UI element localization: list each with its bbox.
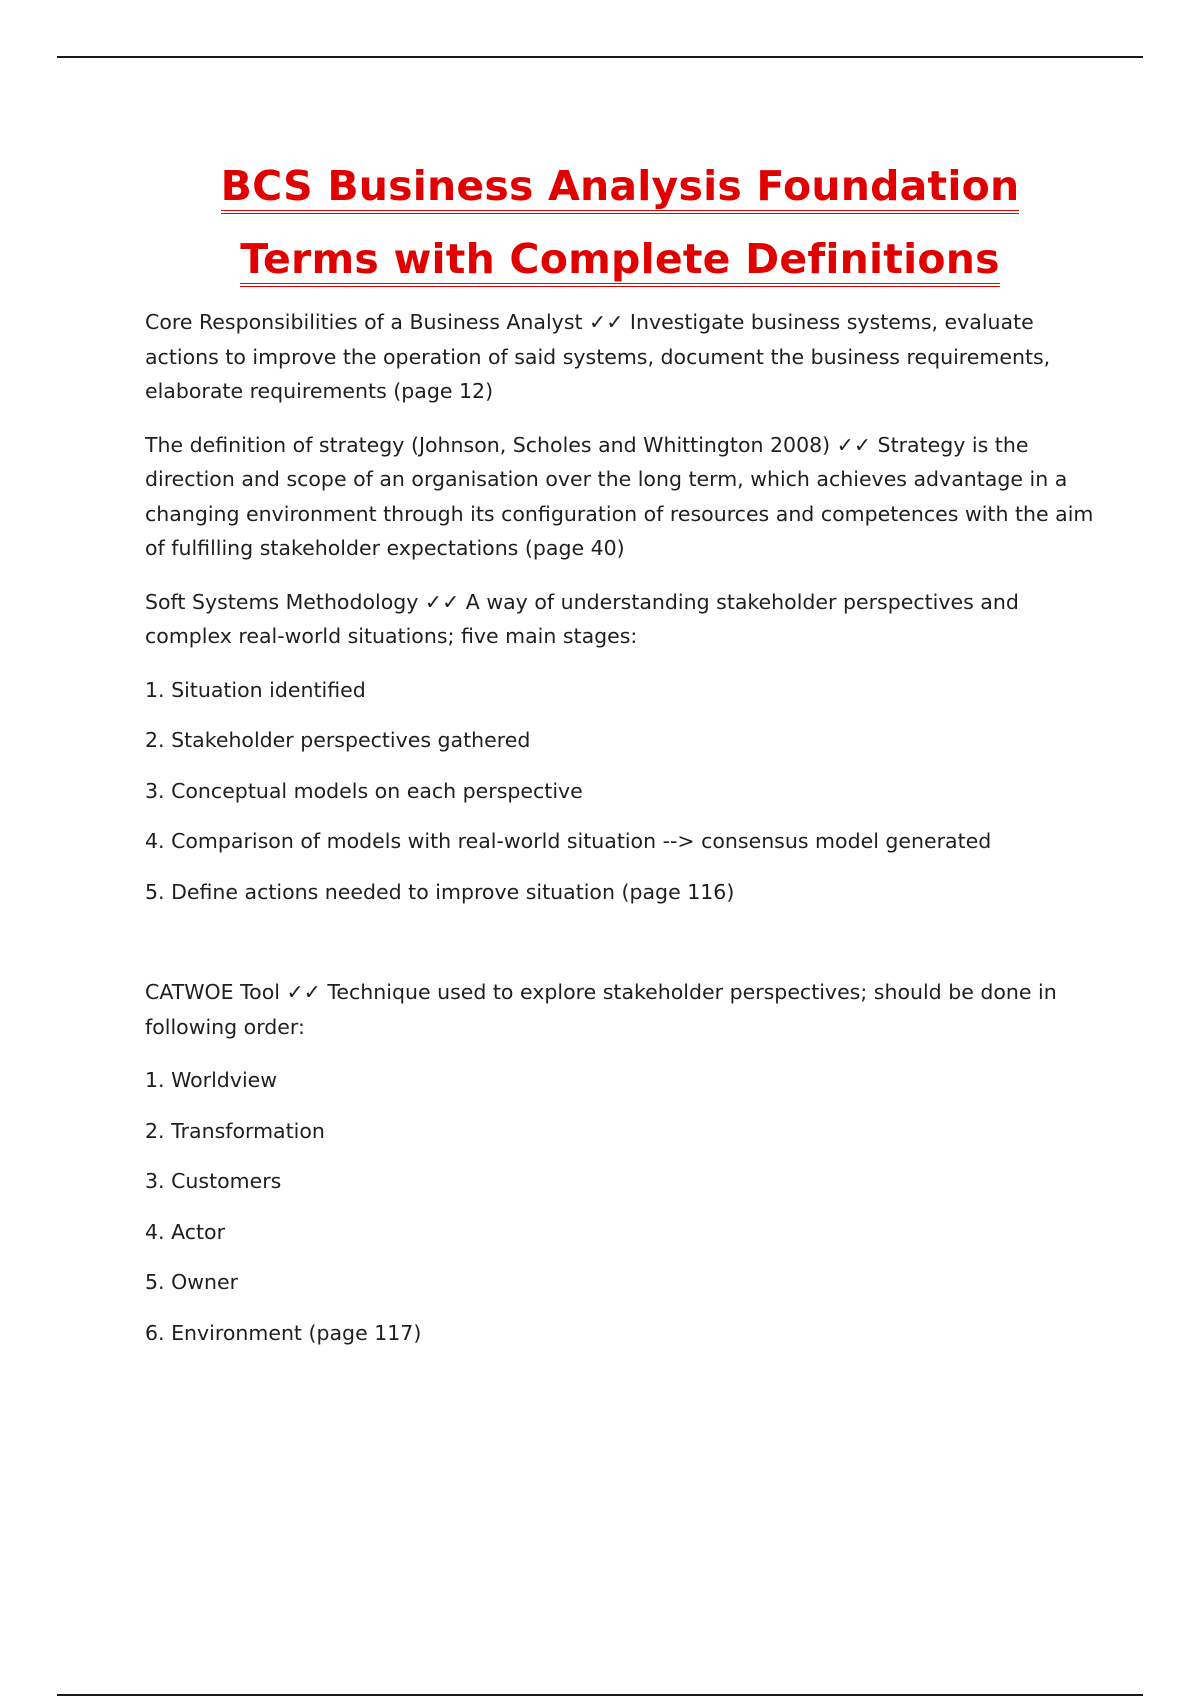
entry-strategy-definition: The definition of strategy (Johnson, Scholes and Whittington 2008) ✓✓ Strategy is the direction and scope of an organisation over the long term, which achieves advantage in a changing environment through its configuration of resources and competences with the aim of fulfilling stakeholder expectations (page 40) — [145, 432, 1094, 560]
document-body — [145, 305, 1095, 1366]
entry-core-responsibilities: Core Responsibilities of a Business Analyst ✓✓ Investigate business systems, evaluate actions to improve the operation of said systems, document the business requirements, elaborate requirements (page 12) — [145, 310, 1051, 403]
list-item: 5. Define actions needed to improve situation (page 116) — [145, 879, 735, 904]
header-rule — [57, 56, 1143, 58]
list-item: 3. Customers — [145, 1169, 282, 1193]
list-item: 4. Comparison of models with real-world situation --> consensus model generated — [145, 829, 992, 853]
list-item: 2. Stakeholder perspectives gathered — [145, 728, 531, 752]
section-spacer — [145, 925, 1095, 975]
title-line-2: Terms with Complete Definitions — [0, 223, 1200, 296]
list-item: 6. Environment (page 117) — [145, 1320, 422, 1345]
list-item: 4. Actor — [145, 1219, 226, 1244]
entry-soft-systems-methodology: Soft Systems Methodology ✓✓ A way of understanding stakeholder perspectives and complex real-world situations; five main stages: — [145, 589, 1019, 648]
list-item: 5. Owner — [145, 1270, 239, 1294]
footer-rule — [57, 1694, 1143, 1696]
list-item: 1. Worldview — [145, 1068, 278, 1092]
entry-catwoe-tool: CATWOE Tool ✓✓ Technique used to explore stakeholder perspectives; should be done in following order: — [145, 980, 1057, 1039]
document-title — [0, 150, 1200, 296]
list-item: 3. Conceptual models on each perspective — [145, 778, 583, 803]
list-item: 2. Transformation — [145, 1118, 325, 1143]
title-line-1: BCS Business Analysis Foundation — [0, 150, 1200, 223]
list-item: 1. Situation identified — [145, 677, 366, 702]
